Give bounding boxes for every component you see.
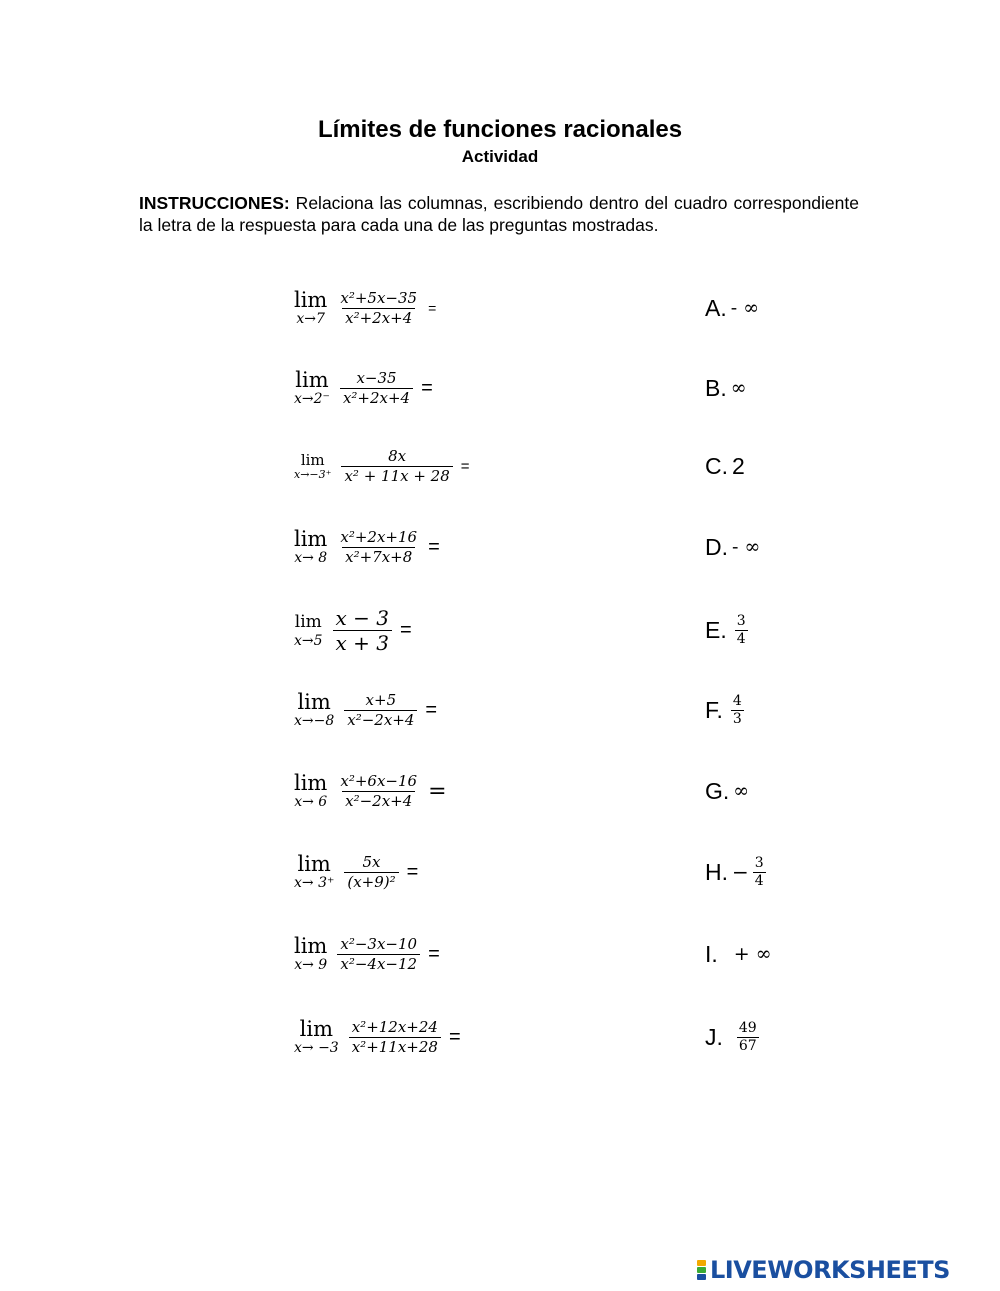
equals-sign: = bbox=[448, 1025, 461, 1048]
numerator: x²+5x−35 bbox=[340, 288, 418, 307]
denominator: (x+9)² bbox=[344, 872, 398, 892]
question-row bbox=[0, 680, 1000, 740]
limit-expression bbox=[294, 761, 447, 821]
equals-sign: = bbox=[428, 942, 440, 965]
question-row bbox=[0, 436, 1000, 496]
numerator: x+5 bbox=[365, 690, 397, 709]
equals-sign: = bbox=[428, 300, 437, 316]
denominator: x²+2x+4 bbox=[342, 308, 415, 328]
logo-icon bbox=[697, 1260, 706, 1280]
lim-word: lim bbox=[297, 690, 331, 714]
lim-word: lim bbox=[294, 288, 328, 312]
limit-expression bbox=[294, 600, 412, 660]
answer-letter: B. bbox=[705, 374, 727, 401]
answer-letter: H. bbox=[705, 858, 728, 885]
question-row bbox=[0, 1007, 1000, 1067]
numerator: x²+6x−16 bbox=[340, 771, 418, 790]
equals-sign: = bbox=[460, 457, 470, 475]
answer-letter: G. bbox=[705, 777, 730, 804]
answer-value: - ∞ bbox=[730, 297, 760, 319]
numerator: x²−3x−10 bbox=[340, 934, 418, 953]
answer-letter: F. bbox=[705, 696, 723, 723]
answer-option-j bbox=[705, 1007, 759, 1067]
limit-expression bbox=[294, 680, 437, 740]
answer-numerator: 4 bbox=[732, 692, 742, 709]
logo-text: LIVEWORKSHEETS bbox=[710, 1256, 950, 1284]
denominator: x²−2x+4 bbox=[344, 710, 417, 730]
denominator: x²−4x−12 bbox=[337, 954, 420, 974]
answer-value: - ∞ bbox=[732, 536, 761, 558]
answer-option-i bbox=[705, 924, 772, 984]
numerator: x²+12x+24 bbox=[351, 1017, 438, 1036]
numerator: x−35 bbox=[356, 368, 397, 387]
liveworksheets-logo bbox=[697, 1257, 950, 1283]
lim-word: lim bbox=[294, 771, 328, 795]
denominator: x + 3 bbox=[333, 630, 392, 655]
answer-option-e bbox=[705, 600, 748, 660]
answer-option-h bbox=[705, 842, 766, 902]
answer-letter: D. bbox=[705, 533, 728, 560]
equals-sign: = bbox=[428, 778, 447, 804]
question-row bbox=[0, 517, 1000, 577]
question-row bbox=[0, 278, 1000, 338]
lim-subscript: x→ 9 bbox=[294, 957, 328, 973]
lim-subscript: x→ 3⁺ bbox=[294, 875, 335, 891]
question-row bbox=[0, 924, 1000, 984]
lim-word: lim bbox=[294, 527, 328, 551]
answer-option-a bbox=[705, 278, 759, 338]
numerator: 5x bbox=[362, 852, 381, 871]
answer-denominator: 67 bbox=[738, 1037, 757, 1054]
limit-expression bbox=[294, 278, 436, 338]
numerator: 8x bbox=[388, 446, 407, 465]
numerator: x − 3 bbox=[335, 605, 390, 630]
lim-word: lim bbox=[297, 852, 331, 876]
lim-subscript: x→ 6 bbox=[294, 794, 328, 810]
answer-denominator: 4 bbox=[736, 630, 746, 647]
question-row bbox=[0, 358, 1000, 418]
answer-denominator: 4 bbox=[754, 872, 764, 889]
numerator: x²+2x+16 bbox=[340, 527, 418, 546]
limit-expression bbox=[294, 1007, 461, 1067]
lim-subscript: x→−8 bbox=[294, 713, 335, 729]
answer-letter: J. bbox=[705, 1023, 723, 1050]
answer-numerator: 3 bbox=[736, 612, 746, 629]
equals-sign: = bbox=[425, 698, 438, 721]
lim-subscript: x→ 8 bbox=[294, 550, 328, 566]
limit-expression bbox=[294, 924, 440, 984]
instructions bbox=[139, 192, 859, 236]
answer-sign: − bbox=[732, 860, 749, 884]
lim-word: lim bbox=[294, 612, 322, 632]
answer-letter: I. bbox=[705, 940, 718, 967]
lim-word: lim bbox=[294, 934, 328, 958]
equals-sign: = bbox=[428, 535, 440, 558]
limit-expression bbox=[294, 358, 433, 418]
answer-value: 2 bbox=[732, 452, 745, 479]
answer-option-f bbox=[705, 680, 744, 740]
limit-expression bbox=[294, 842, 418, 902]
answer-value: ∞ bbox=[730, 377, 747, 399]
page-subtitle: Actividad bbox=[461, 147, 539, 166]
equals-sign: = bbox=[421, 376, 433, 399]
denominator: x² + 11x + 28 bbox=[341, 466, 452, 486]
answer-denominator: 3 bbox=[732, 710, 742, 727]
question-row bbox=[0, 761, 1000, 821]
answer-letter: E. bbox=[705, 616, 727, 643]
answer-option-d bbox=[705, 517, 760, 577]
denominator: x²−2x+4 bbox=[342, 791, 415, 811]
lim-subscript: x→ −3 bbox=[294, 1040, 339, 1056]
answer-letter: A. bbox=[705, 294, 727, 321]
lim-word: lim bbox=[300, 450, 325, 469]
equals-sign: = bbox=[406, 860, 419, 883]
denominator: x²+11x+28 bbox=[349, 1037, 441, 1057]
denominator: x²+2x+4 bbox=[340, 388, 413, 408]
answer-value: + ∞ bbox=[733, 943, 772, 965]
answer-option-g bbox=[705, 761, 749, 821]
question-row bbox=[0, 600, 1000, 660]
page-title: Límites de funciones racionales bbox=[317, 116, 683, 143]
equals-sign: = bbox=[400, 618, 412, 641]
answer-value: ∞ bbox=[733, 780, 750, 802]
lim-subscript: x→7 bbox=[296, 311, 325, 327]
lim-word: lim bbox=[295, 368, 329, 392]
lim-subscript: x→−3⁺ bbox=[294, 467, 332, 481]
lim-word: lim bbox=[299, 1017, 334, 1041]
answer-numerator: 49 bbox=[738, 1019, 757, 1036]
instructions-label: INSTRUCCIONES: bbox=[139, 193, 290, 213]
instructions-text: Relaciona las columnas, escribiendo dentro del cuadro correspondiente la letra de la respuesta para cada una de las preguntas mostradas. bbox=[139, 193, 859, 235]
lim-subscript: x→5 bbox=[294, 633, 323, 649]
limit-expression bbox=[294, 436, 470, 496]
answer-option-b bbox=[705, 358, 747, 418]
lim-subscript: x→2⁻ bbox=[294, 391, 330, 407]
question-row bbox=[0, 842, 1000, 902]
answer-numerator: 3 bbox=[754, 854, 764, 871]
limit-expression bbox=[294, 517, 440, 577]
answer-letter: C. bbox=[705, 452, 728, 479]
denominator: x²+7x+8 bbox=[342, 547, 415, 567]
answer-option-c bbox=[705, 436, 745, 496]
